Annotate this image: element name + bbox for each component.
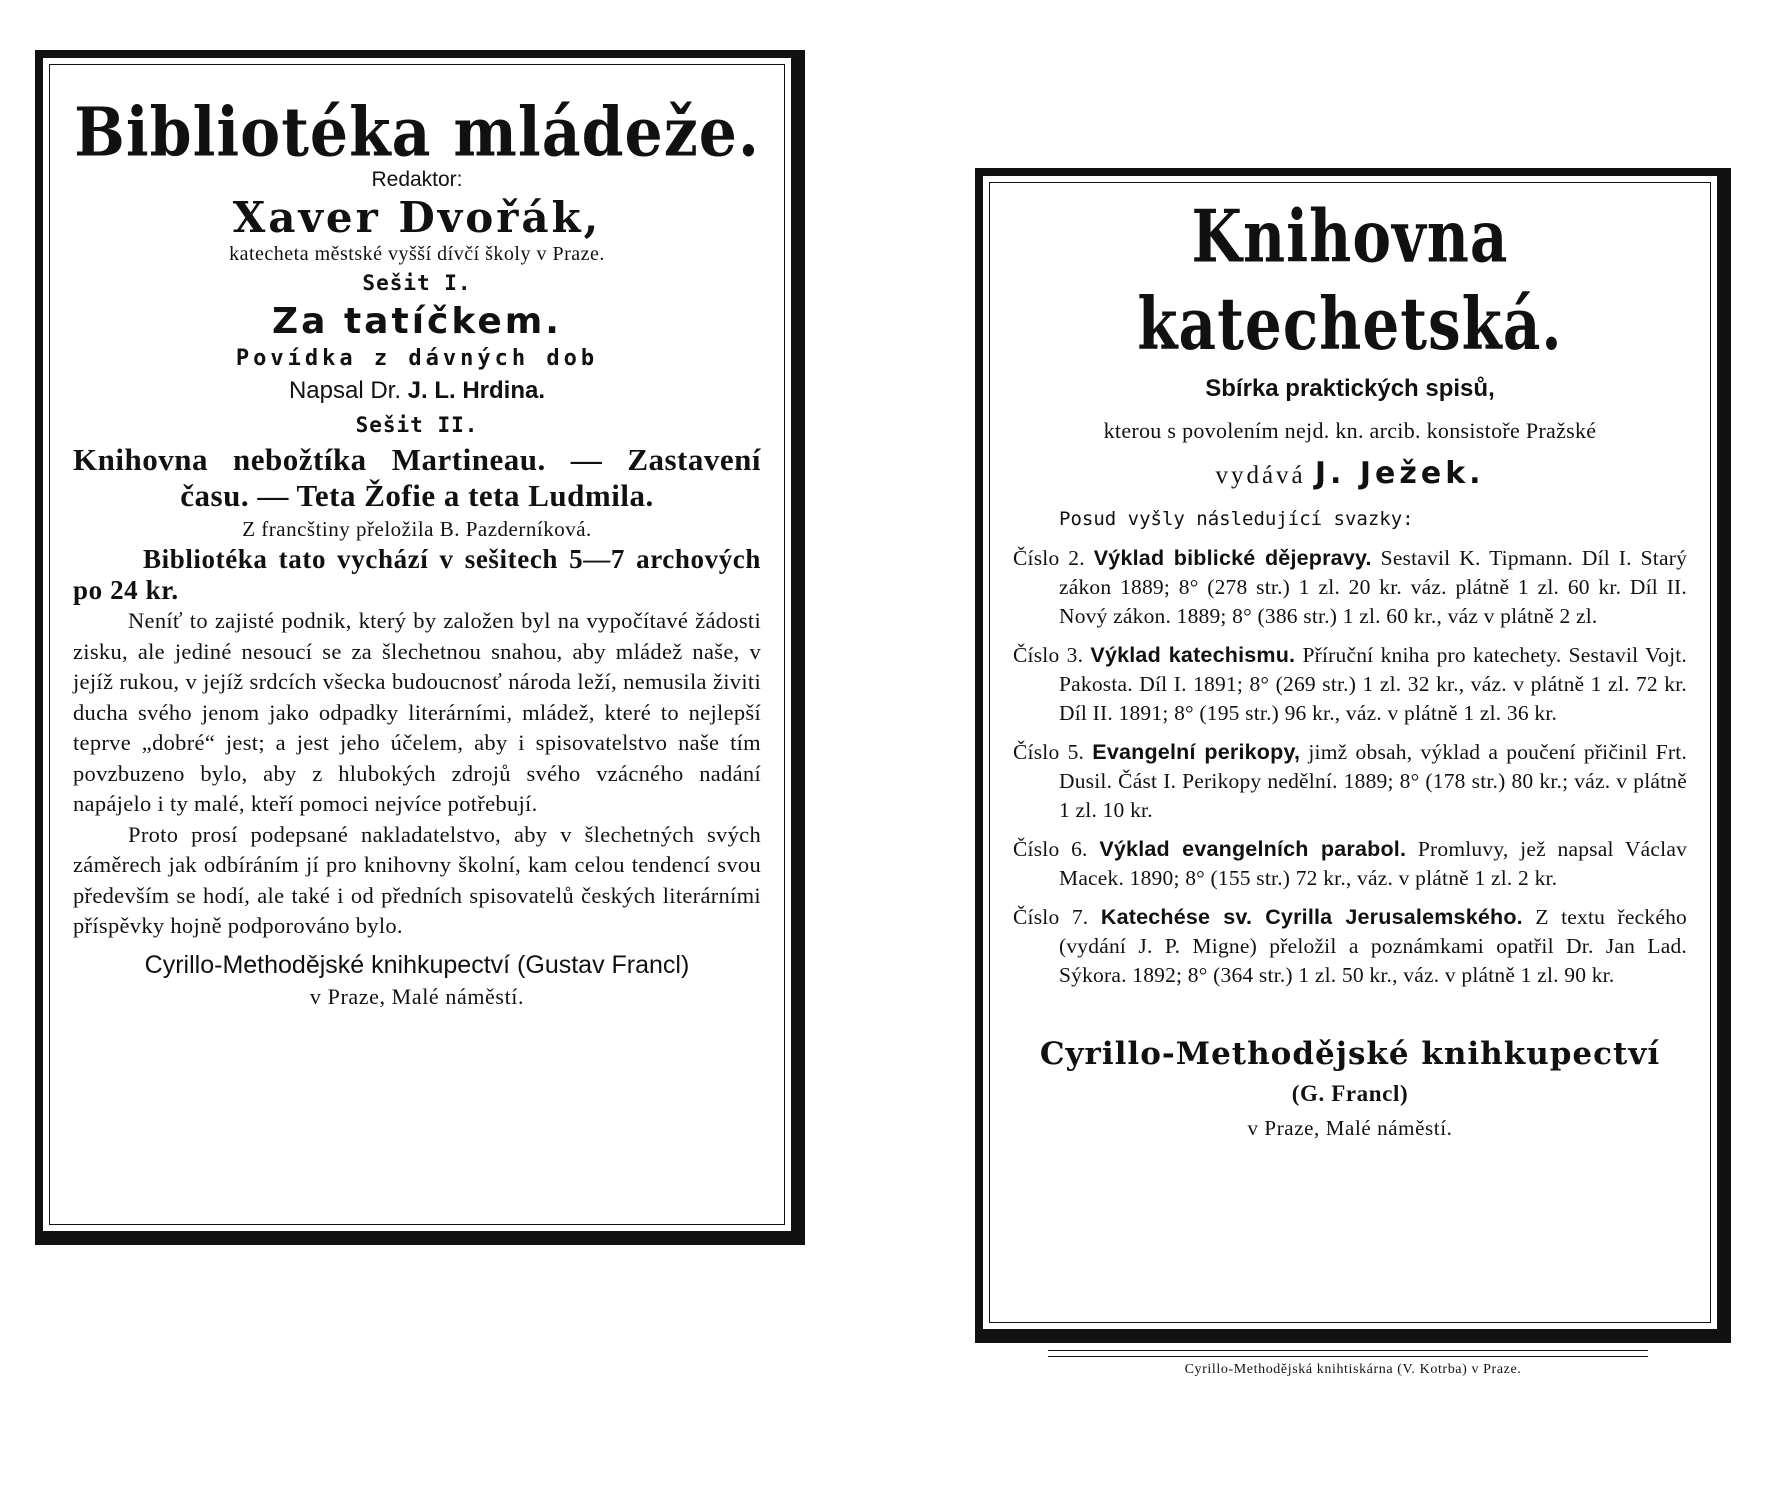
entry-title: Katechése sv. Cyrilla Jerusalemského. [1100, 905, 1523, 929]
entry-details: Promluvy, jež napsal Václav Macek. 1890; 8° (155 str.) 72 kr., váz. v plátně 1 zl. 2 kr. [1059, 837, 1688, 890]
entry-number: Číslo 2. [1013, 546, 1085, 570]
series-title: Bibliotéka mládeže. [74, 93, 760, 173]
volume1-author-line [73, 374, 761, 408]
entry-title: Výklad evangelních parabol. [1099, 837, 1407, 861]
volumes-intro: Posud vyšly následující svazky: [1059, 508, 1414, 530]
entry-number: Číslo 7. [1013, 905, 1089, 929]
catalog-entry [1013, 903, 1687, 990]
volume1-author: J. L. Hrdina. [407, 377, 546, 404]
bookshop-address: v Praze, Malé náměstí. [1247, 1116, 1453, 1140]
catalog-entry [1013, 544, 1687, 631]
bookshop-name: Cyrillo-Methodějské knihkupectví [1039, 1036, 1661, 1072]
right-panel-content [1013, 193, 1688, 1144]
volume2-title: Knihovna nebožtíka Martineau. — Zastavení času. — Teta Žofie a teta Ludmila. [73, 442, 761, 513]
publisher-name: Cyrillo-Methodějské knihkupectví (Gustav Francl) [144, 950, 690, 979]
publisher-address: v Praze, Malé náměstí. [309, 983, 525, 1009]
body-paragraph-2: Proto prosí podepsané nakladatelstvo, aby v šlechetných svých záměrech jak odbíráním jí pro knihovny školní, kam celou tendencí svou především se hodí, ale také i od předních spisovatelů českých literárními příspěvky hojně podporováno bylo. [73, 821, 761, 938]
entry-number: Číslo 5. [1013, 740, 1085, 764]
editor-label: Redaktor: [371, 168, 463, 191]
editor-name: Xaver Dvořák, [232, 193, 602, 242]
volume2-label: Sešit II. [355, 413, 479, 437]
left-panel-content [73, 93, 761, 1012]
bookshop-owner: (G. Francl) [1291, 1081, 1409, 1106]
entry-title: Evangelní perikopy, [1092, 740, 1301, 764]
right-advertisement-panel [975, 168, 1731, 1343]
printer-imprint: Cyrillo-Methodějská knihtiskárna (V. Kotrba) v Praze. [1184, 1362, 1522, 1377]
publisher-line [1013, 454, 1687, 496]
entry-title: Výklad katechismu. [1090, 643, 1296, 667]
left-advertisement-panel [35, 50, 805, 1245]
printer-divider-rule-thin [1048, 1356, 1648, 1357]
permission-line: kterou s povolením nejd. kn. arcib. konsistoře Pražské [1103, 418, 1597, 443]
printer-divider-rule [1048, 1350, 1648, 1351]
body-paragraph-1: Neníť to zajisté podnik, který by založen byl na vypočítavé žádosti zisku, ale jediné nesoucí se za šlechetnou snahou, aby mládež naše, v jejíž rukou, v jejíž srdcích všecka budoucnosť národa leží, nemusila živiti ducha svého jenom jako odpadky literárními, mládež, které to nejlepší teprve „dobré“ jest; a jest jeho účelem, aby i spisovatelstvo naše tím povzbuzeno bylo, aby z hlubokých zdrojů svého vzácného nadání napájelo i ty malé, kteří pomoci nejvíce potřebují. [73, 608, 761, 816]
volume1-label: Sešit I. [362, 271, 472, 295]
entry-title: Výklad biblické dějepravy. [1093, 546, 1372, 570]
entry-number: Číslo 3. [1013, 643, 1084, 667]
editor-description: katecheta městské vyšší dívčí školy v Praze. [229, 243, 605, 265]
catechetical-library-title: Knihovna katechetská. [1137, 193, 1563, 367]
entry-number: Číslo 6. [1013, 837, 1088, 861]
volume2-translator: Z francštiny přeložila B. Pazderníková. [242, 517, 592, 541]
catalog-entry [1013, 738, 1687, 825]
volume1-author-prefix: Napsal Dr. [288, 377, 401, 404]
entry-details: jimž obsah, výklad a poučení přičinil Frt. Dusil. Část I. Perikopy nedělní. 1889; 8° (178 str.) 80 kr.; váz. v plátně 1 zl. 10 kr. [1059, 740, 1688, 822]
catalog-entry [1013, 641, 1687, 728]
volume1-subtitle: Povídka z dávných dob [235, 346, 599, 371]
volume1-title: Za tatíčkem. [272, 301, 562, 342]
catalog-entry [1013, 835, 1687, 893]
collection-subtitle: Sbírka praktických spisů, [1205, 375, 1495, 402]
entry-details: Příruční kniha pro katechety. Sestavil Vojt. Pakosta. Díl I. 1891; 8° (269 str.) 1 zl. 32 kr., váz. v plátně 1 zl. 72 kr. Díl II. 1891; 8° (195 str.) 96 kr., váz. v plátně 1 zl. 36 kr. [1059, 643, 1687, 725]
publisher-prefix: vydává [1215, 462, 1306, 489]
entry-details: Z textu řeckého (vydání J. P. Migne) přeložil a poznámkami opatřil Dr. Jan Lad. Sýkora. 1892; 8° (364 str.) 1 zl. 50 kr., váz. v plátně 1 zl. 90 kr. [1059, 905, 1687, 987]
entry-details: Sestavil K. Tipmann. Díl I. Starý zákon 1889; 8° (278 str.) 1 zl. 20 kr. váz. plátně 1 zl. 60 kr. Díl II. Nový zákon. 1889; 8° (386 str.) 1 zl. 60 kr., váz v plátně 2 zl. [1059, 546, 1688, 628]
publisher-name: J. Ježek. [1314, 456, 1485, 491]
series-info: Bibliotéka tato vychází v sešitech 5—7 archových po 24 kr. [73, 544, 761, 605]
